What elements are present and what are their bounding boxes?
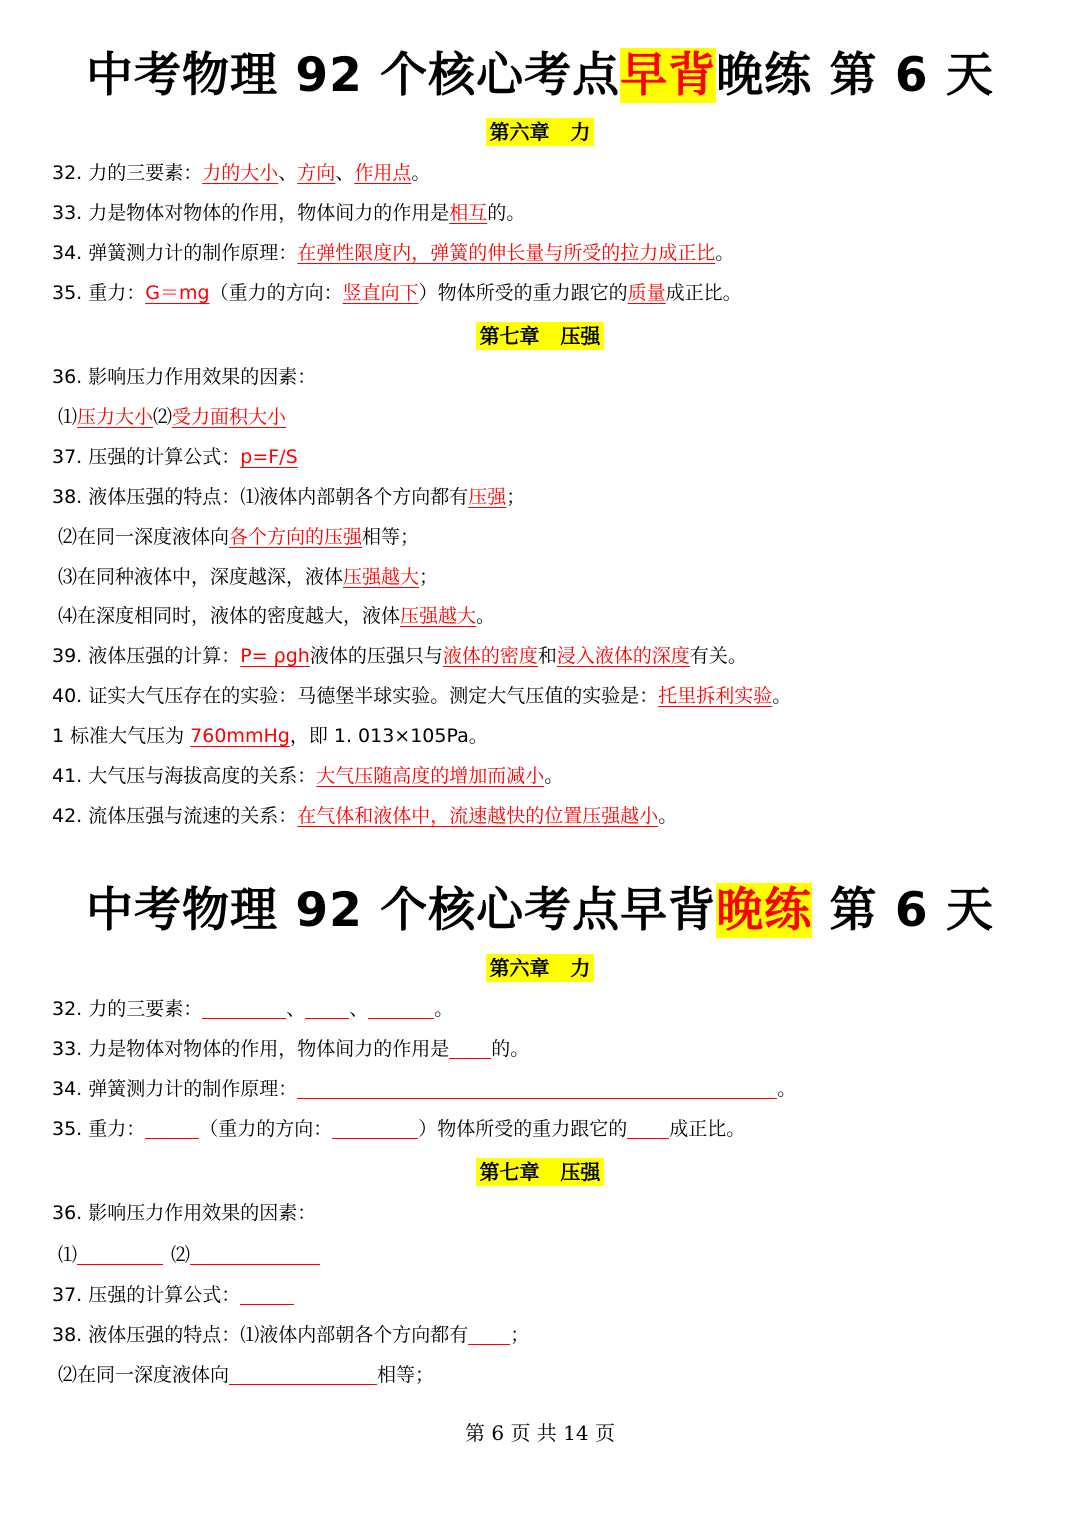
chapter-heading: 第七章 压强 [0, 1157, 1080, 1187]
item-41: 41. 大气压与海拔高度的关系：大气压随高度的增加而减小。 [52, 765, 564, 787]
item-38-4: ⑷在深度相同时，液体的密度越大，液体压强越大。 [58, 605, 496, 627]
blank-item-38-2: ⑵在同一深度液体向 相等； [58, 1364, 435, 1386]
title-highlight: 晚练 [716, 883, 813, 938]
blank-item-38: 38. 液体压强的特点：⑴液体内部朝各个方向都有 ； [52, 1324, 530, 1346]
answer-blank[interactable] [305, 996, 349, 1019]
answer-blank[interactable] [449, 1036, 491, 1059]
chapter-heading: 第六章 力 [0, 953, 1080, 983]
page-number: 第 6 页 共 14 页 [465, 1421, 615, 1445]
answer-blank[interactable] [202, 996, 286, 1019]
blank-item-37: 37. 压强的计算公式： [52, 1280, 294, 1310]
item-38-3: ⑶在同种液体中，深度越深，液体压强越大； [58, 566, 439, 588]
item-33: 33. 力是物体对物体的作用，物体间力的作用是相互的。 [52, 202, 526, 224]
blank-item-36: 36. 影响压力作用效果的因素： [52, 1202, 317, 1224]
answer-blank[interactable] [297, 1076, 777, 1099]
chapter-heading: 第六章 力 [0, 117, 1080, 147]
answer-blank[interactable] [332, 1116, 418, 1139]
item-35: 35. 重力：G＝mg（重力的方向：竖直向下）物体所受的重力跟它的质量成正比。 [52, 282, 742, 304]
item-36-answers: ⑴压力大小⑵受力面积大小 [58, 406, 287, 428]
answer-blank[interactable] [468, 1322, 510, 1345]
title-evening: 中考物理 92 个核心考点早背晚练 第 6 天 [86, 883, 994, 938]
blank-item-35: 35. 重力： （重力的方向： ）物体所受的重力跟它的 成正比。 [52, 1118, 746, 1140]
chapter-heading: 第七章 压强 [0, 321, 1080, 351]
blank-item-36-answers: ⑴ ⑵ [58, 1240, 320, 1270]
answer-blank[interactable] [240, 1282, 294, 1305]
item-38: 38. 液体压强的特点：⑴液体内部朝各个方向都有压强； [52, 486, 526, 508]
item-42: 42. 流体压强与流速的关系：在气体和液体中，流速越快的位置压强越小。 [52, 805, 678, 827]
title-highlight: 早背 [620, 48, 717, 103]
blank-item-33: 33. 力是物体对物体的作用，物体间力的作用是 的。 [52, 1038, 530, 1060]
item-38-2: ⑵在同一深度液体向各个方向的压强相等； [58, 526, 420, 548]
answer-blank[interactable] [190, 1242, 320, 1265]
blank-item-34: 34. 弹簧测力计的制作原理： 。 [52, 1078, 797, 1100]
answer-blank[interactable] [229, 1362, 377, 1385]
title-morning: 中考物理 92 个核心考点早背晚练 第 6 天 [86, 48, 994, 103]
blank-item-32: 32. 力的三要素： 、 、 。 [52, 998, 454, 1020]
answer-blank[interactable] [145, 1116, 199, 1139]
answer-blank[interactable] [77, 1242, 163, 1265]
item-34: 34. 弹簧测力计的制作原理：在弹性限度内，弹簧的伸长量与所受的拉力成正比。 [52, 242, 735, 264]
item-36: 36. 影响压力作用效果的因素： [52, 366, 317, 388]
item-39: 39. 液体压强的计算：P= ρgh液体的压强只与液体的密度和浸入液体的深度有关。 [52, 645, 747, 667]
item-37: 37. 压强的计算公式：p=F/S [52, 446, 298, 468]
answer-blank[interactable] [627, 1116, 669, 1139]
answer-blank[interactable] [368, 996, 434, 1019]
item-40-atm: 1 标准大气压为 760mmHg，即 1. 013×105Pa。 [52, 725, 488, 747]
item-32: 32. 力的三要素：力的大小、方向、作用点。 [52, 162, 431, 184]
item-40: 40. 证实大气压存在的实验：马德堡半球实验。测定大气压值的实验是：托里拆利实验。 [52, 685, 792, 707]
